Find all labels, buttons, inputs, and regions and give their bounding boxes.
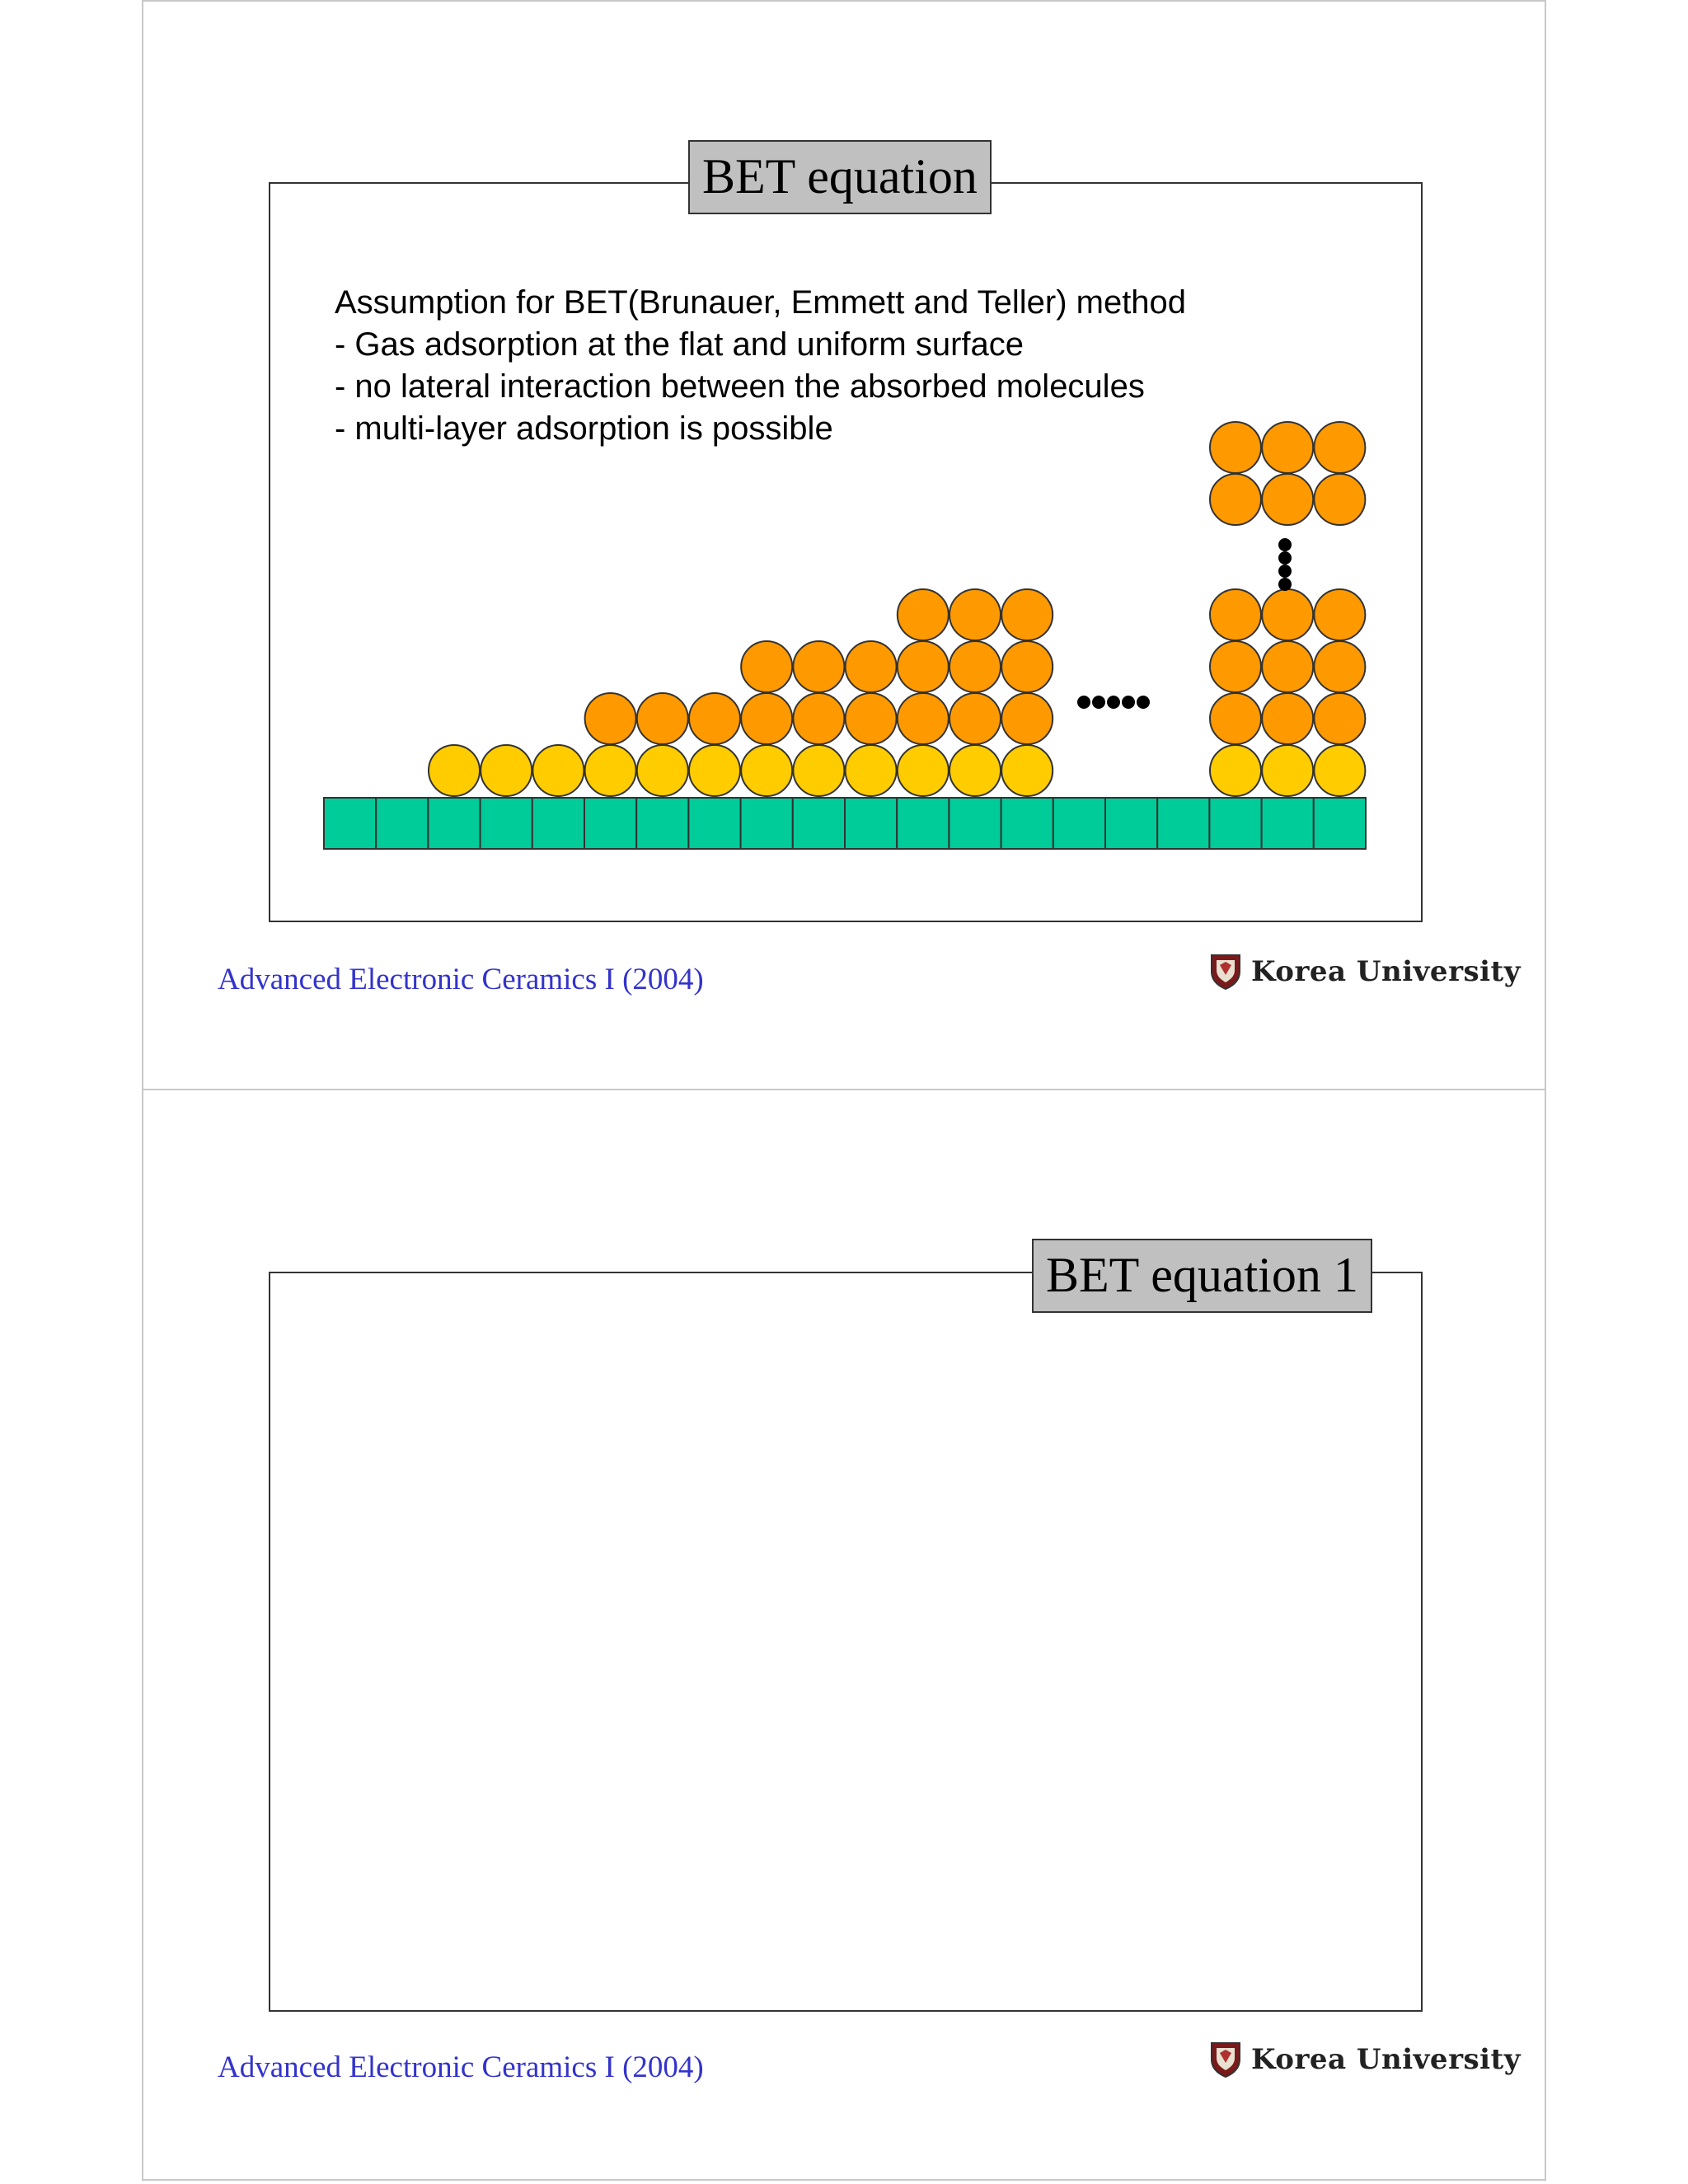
adsorbed-molecules: [429, 422, 1365, 796]
upper-layer-molecule: [1001, 693, 1053, 744]
logo-text: Korea University: [1251, 955, 1521, 988]
first-layer-molecule: [689, 745, 740, 796]
upper-layer-molecule: [1001, 641, 1053, 692]
upper-layer-molecule: [637, 693, 688, 744]
upper-layer-molecule: [1262, 693, 1313, 744]
slide-2: [142, 1090, 1546, 2181]
upper-layer-molecule: [1314, 589, 1365, 640]
first-layer-molecule: [481, 745, 532, 796]
substrate-site: [845, 798, 897, 849]
vertical-ellipsis-icon: [1278, 538, 1292, 591]
upper-layer-molecule: [1210, 474, 1261, 525]
substrate-site: [949, 798, 1001, 849]
first-layer-molecule: [532, 745, 584, 796]
substrate-site: [1105, 798, 1157, 849]
upper-layer-molecule: [1262, 589, 1313, 640]
first-layer-molecule: [793, 745, 844, 796]
university-logo: [1210, 2041, 1521, 2078]
assumption-item: - Gas adsorption at the flat and uniform surface: [335, 326, 1024, 363]
horizontal-ellipsis-icon: [1077, 696, 1150, 709]
upper-layer-molecule: [950, 589, 1001, 640]
substrate-site: [532, 798, 584, 849]
upper-layer-molecule: [1314, 641, 1365, 692]
substrate-site: [376, 798, 428, 849]
slide-content-box: [269, 1272, 1423, 2012]
upper-layer-molecule: [1262, 641, 1313, 692]
upper-layer-molecule: [793, 693, 844, 744]
substrate-site: [636, 798, 688, 849]
assumption-item: - no lateral interaction between the absorbed molecules: [335, 368, 1145, 405]
upper-layer-molecule: [898, 693, 949, 744]
first-layer-molecule: [950, 745, 1001, 796]
bet-adsorption-diagram: [143, 2, 1548, 908]
substrate-site: [1157, 798, 1209, 849]
first-layer-molecule: [585, 745, 636, 796]
substrate-site: [584, 798, 636, 849]
substrate-layer: [324, 798, 1366, 849]
upper-layer-molecule: [1001, 589, 1053, 640]
upper-layer-molecule: [1262, 474, 1313, 525]
course-footer: Advanced Electronic Ceramics I (2004): [218, 2050, 704, 2084]
upper-layer-molecule: [741, 641, 792, 692]
upper-layer-molecule: [898, 589, 949, 640]
substrate-site: [1053, 798, 1105, 849]
upper-layer-molecule: [846, 641, 897, 692]
slide-1: [142, 0, 1546, 1090]
first-layer-molecule: [1262, 745, 1313, 796]
upper-layer-molecule: [1314, 693, 1365, 744]
substrate-site: [793, 798, 845, 849]
upper-layer-molecule: [950, 693, 1001, 744]
upper-layer-molecule: [1314, 474, 1365, 525]
first-layer-molecule: [637, 745, 688, 796]
upper-layer-molecule: [1210, 693, 1261, 744]
substrate-site: [897, 798, 949, 849]
first-layer-molecule: [846, 745, 897, 796]
assumption-item: - multi-layer adsorption is possible: [335, 410, 833, 447]
upper-layer-molecule: [1210, 589, 1261, 640]
substrate-site: [324, 798, 376, 849]
first-layer-molecule: [429, 745, 480, 796]
substrate-site: [741, 798, 793, 849]
substrate-site: [1314, 798, 1366, 849]
assumption-list: [335, 282, 1282, 450]
upper-layer-molecule: [741, 693, 792, 744]
upper-layer-molecule: [793, 641, 844, 692]
upper-layer-molecule: [950, 641, 1001, 692]
korea-university-crest-icon: [1210, 954, 1241, 990]
logo-text: Korea University: [1251, 2043, 1521, 2076]
assumption-heading: Assumption for BET(Brunauer, Emmett and Teller) method: [335, 284, 1187, 321]
first-layer-molecule: [1314, 745, 1365, 796]
upper-layer-molecule: [846, 693, 897, 744]
substrate-site: [481, 798, 532, 849]
substrate-site: [1262, 798, 1314, 849]
upper-layer-molecule: [1314, 422, 1365, 473]
substrate-site: [688, 798, 740, 849]
first-layer-molecule: [1001, 745, 1053, 796]
korea-university-crest-icon: [1210, 2041, 1241, 2078]
upper-layer-molecule: [1210, 641, 1261, 692]
first-layer-molecule: [898, 745, 949, 796]
university-logo: [1210, 954, 1521, 990]
substrate-site: [428, 798, 480, 849]
first-layer-molecule: [1210, 745, 1261, 796]
slide-title: BET equation: [688, 140, 992, 214]
upper-layer-molecule: [898, 641, 949, 692]
upper-layer-molecule: [689, 693, 740, 744]
substrate-site: [1001, 798, 1053, 849]
course-footer: Advanced Electronic Ceramics I (2004): [218, 963, 704, 996]
slide-title: BET equation 1: [1032, 1239, 1372, 1313]
upper-layer-molecule: [585, 693, 636, 744]
first-layer-molecule: [741, 745, 792, 796]
substrate-site: [1209, 798, 1261, 849]
